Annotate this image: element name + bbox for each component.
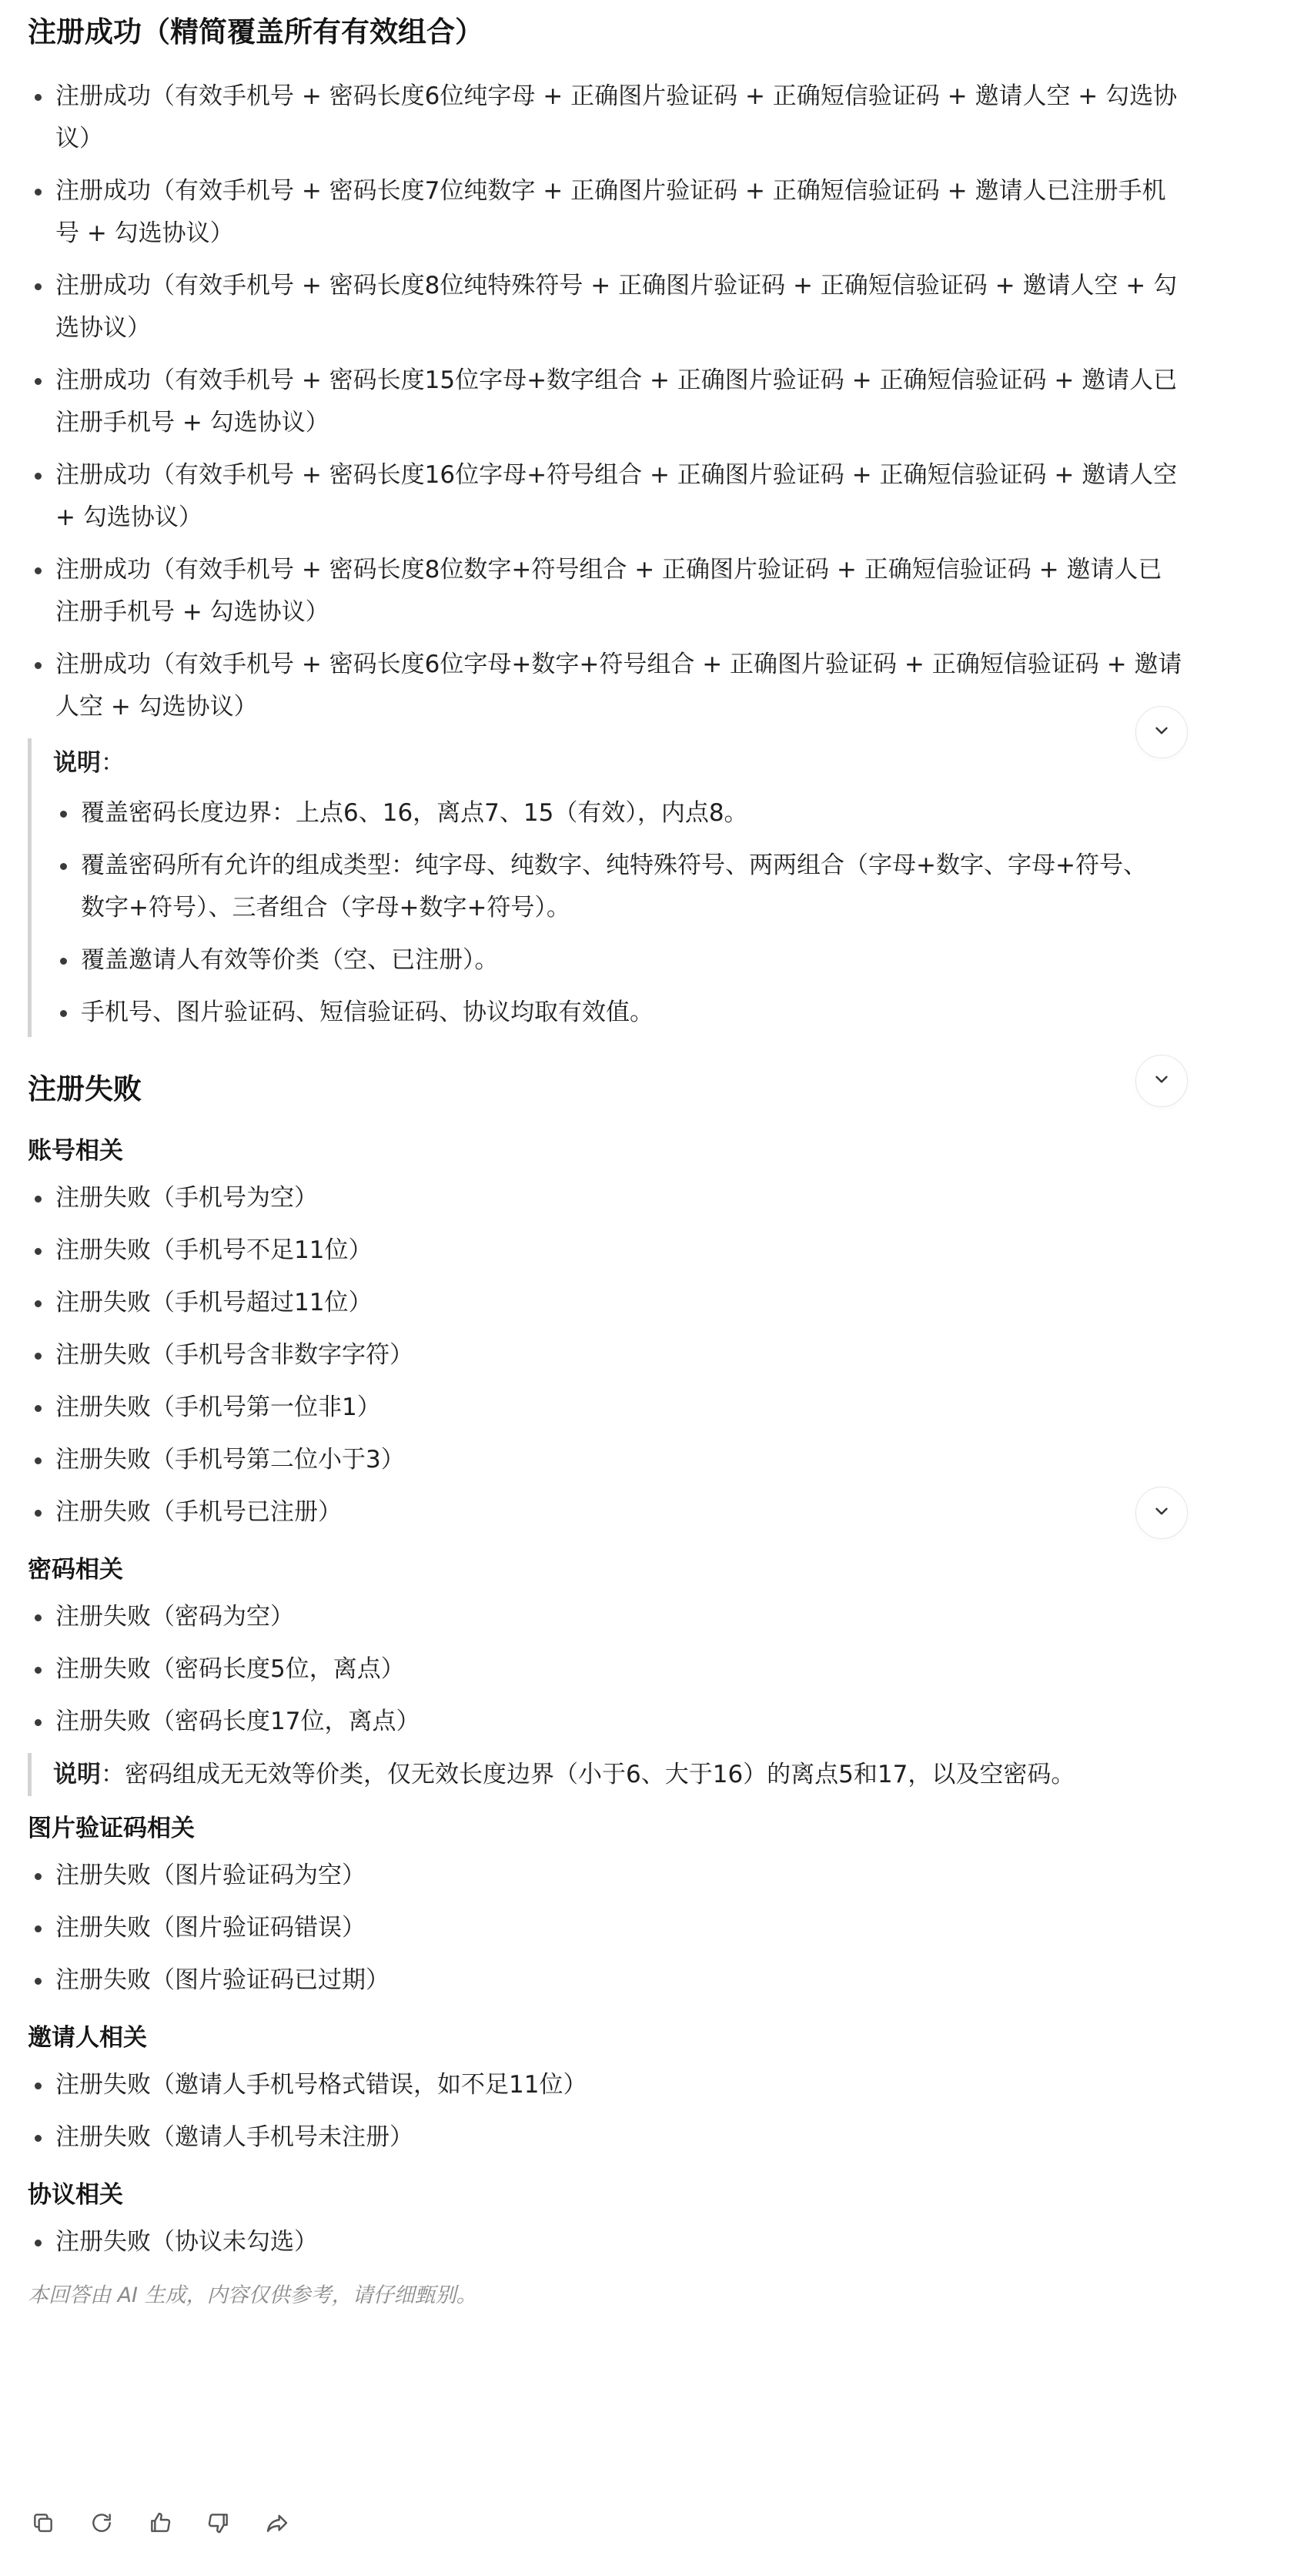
- list-item: 注册失败（手机号超过11位）: [28, 1282, 1213, 1324]
- list-item: 注册失败（密码长度5位，离点）: [28, 1648, 1213, 1691]
- password-note: [28, 1753, 1213, 1796]
- agreement-list: [28, 2221, 1213, 2263]
- captcha-list: [28, 1855, 1213, 2002]
- list-item: 手机号、图片验证码、短信验证码、协议均取有效值。: [53, 992, 1213, 1034]
- list-item: 注册失败（邀请人手机号未注册）: [28, 2116, 1213, 2159]
- subsection-title-captcha: 图片验证码相关: [28, 1815, 195, 1842]
- list-item: 覆盖邀请人有效等价类（空、已注册）。: [53, 939, 1213, 982]
- ai-disclaimer: 本回答由 AI 生成，内容仅供参考，请仔细甄别。: [28, 2283, 477, 2307]
- inviter-list: [28, 2064, 1213, 2159]
- share-icon: [265, 2511, 289, 2538]
- refresh-icon: [89, 2511, 114, 2538]
- list-item: 注册成功（有效手机号 + 密码长度8位纯特殊符号 + 正确图片验证码 + 正确短信验证码 + 邀请人空 + 勾 选协议）: [28, 265, 1213, 350]
- subsection-title-password: 密码相关: [28, 1556, 123, 1584]
- copy-icon: [31, 2511, 55, 2538]
- list-item: 注册成功（有效手机号 + 密码长度16位字母+符号组合 + 正确图片验证码 + 正确短信验证码 + 邀请人空 + 勾选协议）: [28, 454, 1213, 539]
- list-item: 注册成功（有效手机号 + 密码长度7位纯数字 + 正确图片验证码 + 正确短信验证码 + 邀请人已注册手机 号 + 勾选协议）: [28, 170, 1213, 255]
- list-item: 注册失败（手机号第二位小于3）: [28, 1439, 1213, 1481]
- success-note: [28, 738, 1213, 1037]
- list-item: 注册失败（协议未勾选）: [28, 2221, 1213, 2263]
- list-item: 注册失败（密码为空）: [28, 1596, 1213, 1638]
- list-item: 注册失败（图片验证码已过期）: [28, 1959, 1213, 2002]
- list-item: 注册失败（手机号第一位非1）: [28, 1387, 1213, 1429]
- list-item: 注册失败（邀请人手机号格式错误，如不足11位）: [28, 2064, 1213, 2106]
- list-item: 注册失败（手机号不足11位）: [28, 1229, 1213, 1272]
- list-item: 注册成功（有效手机号 + 密码长度15位字母+数字组合 + 正确图片验证码 + 正确短信验证码 + 邀请人已 注册手机号 + 勾选协议）: [28, 360, 1213, 444]
- subsection-title-agreement: 协议相关: [28, 2181, 123, 2209]
- account-list: [28, 1177, 1213, 1534]
- thumbs-down-icon: [206, 2511, 231, 2538]
- list-item: 注册失败（图片验证码为空）: [28, 1855, 1213, 1897]
- answer-content: [28, 0, 1213, 2311]
- list-item: 注册成功（有效手机号 + 密码长度8位数字+符号组合 + 正确图片验证码 + 正确短信验证码 + 邀请人已 注册手机号 + 勾选协议）: [28, 549, 1213, 634]
- password-list: [28, 1596, 1213, 1743]
- list-item: 覆盖密码所有允许的组成类型：纯字母、纯数字、纯特殊符号、两两组合（字母+数字、字母+符号、 数字+符号）、三者组合（字母+数字+符号）。: [53, 845, 1213, 929]
- thumbs-up-icon: [148, 2511, 172, 2538]
- list-item: 注册失败（手机号为空）: [28, 1177, 1213, 1219]
- list-item: 注册失败（手机号含非数字字符）: [28, 1334, 1213, 1377]
- dislike-button[interactable]: [203, 2509, 234, 2540]
- share-button[interactable]: [262, 2509, 293, 2540]
- action-bar: [28, 2509, 293, 2540]
- list-item: 覆盖密码长度边界：上点6、16，离点7、15（有效），内点8。: [53, 792, 1213, 835]
- list-item: 注册失败（手机号已注册）: [28, 1491, 1213, 1534]
- scroll-down-button[interactable]: [1135, 706, 1188, 758]
- like-button[interactable]: [145, 2509, 176, 2540]
- chevron-down-icon: [1152, 1501, 1172, 1524]
- copy-button[interactable]: [28, 2509, 59, 2540]
- chevron-down-icon: [1152, 1069, 1172, 1092]
- note-title: 说明：: [53, 749, 125, 777]
- regenerate-button[interactable]: [86, 2509, 117, 2540]
- subsection-title-account: 账号相关: [28, 1137, 123, 1165]
- success-list: [28, 75, 1213, 728]
- section-title-failure: 注册失败: [28, 1072, 142, 1106]
- list-item: 注册成功（有效手机号 + 密码长度6位字母+数字+符号组合 + 正确图片验证码 + 正确短信验证码 + 邀请 人空 + 勾选协议）: [28, 644, 1213, 728]
- list-item: 注册失败（密码长度17位，离点）: [28, 1701, 1213, 1743]
- section-title-success: 注册成功（精简覆盖所有有效组合）: [28, 15, 483, 49]
- subsection-title-inviter: 邀请人相关: [28, 2024, 147, 2052]
- scroll-down-button[interactable]: [1135, 1055, 1188, 1107]
- note-list: [53, 792, 1213, 1034]
- chevron-down-icon: [1152, 721, 1172, 744]
- password-note-text: 说明：密码组成无无效等价类，仅无效长度边界（小于6、大于16）的离点5和17，以及空密码。: [53, 1761, 1075, 1788]
- scroll-down-button[interactable]: [1135, 1487, 1188, 1539]
- list-item: 注册失败（图片验证码错误）: [28, 1907, 1213, 1949]
- list-item: 注册成功（有效手机号 + 密码长度6位纯字母 + 正确图片验证码 + 正确短信验证码 + 邀请人空 + 勾选协 议）: [28, 75, 1213, 160]
